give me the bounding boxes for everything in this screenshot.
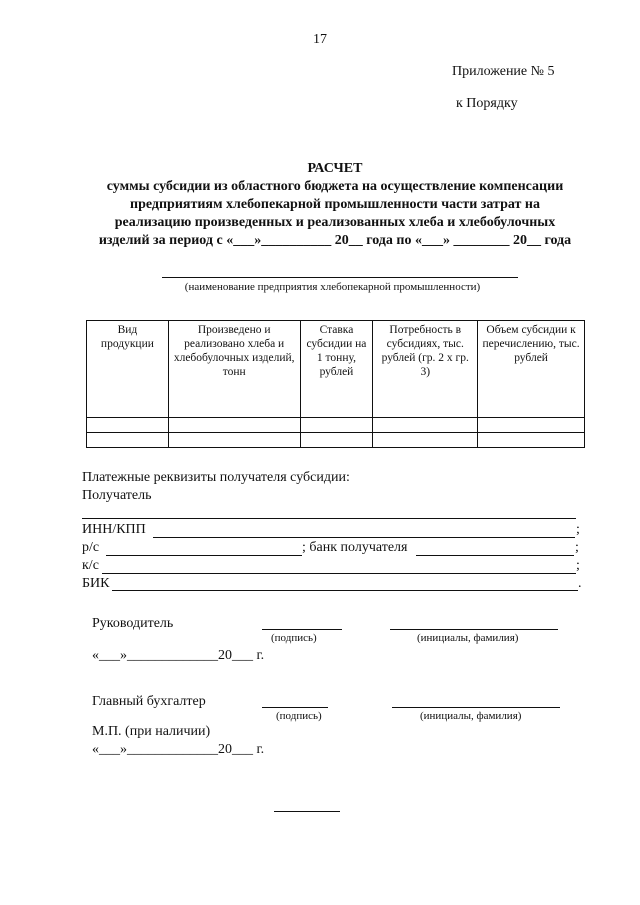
table-header-row: [87, 321, 585, 418]
table-cell[interactable]: [168, 418, 300, 433]
recipient-field[interactable]: [82, 518, 576, 519]
bank-semicolon: ;: [575, 540, 579, 555]
title-line-3: реализацию произведенных и реализованных хлеба и хлебобулочных: [114, 215, 556, 230]
recipient-label: Получатель: [82, 488, 152, 503]
payment-heading: Платежные реквизиты получателя субсидии:: [82, 470, 350, 485]
inn-kpp-field[interactable]: [153, 537, 575, 538]
header-amount: Объем субсидии к перечислению, тыс. рублей: [478, 321, 585, 418]
table-cell[interactable]: [478, 418, 585, 433]
bank-field[interactable]: [416, 555, 574, 556]
table-row[interactable]: [87, 433, 585, 448]
table-row[interactable]: [87, 418, 585, 433]
corr-account-field[interactable]: [102, 573, 576, 574]
table-cell[interactable]: [373, 418, 478, 433]
appendix-reference: к Порядку: [456, 96, 518, 111]
header-rate: Ставка субсидии на 1 тонну, рублей: [300, 321, 373, 418]
accountant-name-field[interactable]: [392, 707, 560, 708]
corr-account-semicolon: ;: [576, 558, 580, 573]
head-name-caption: (инициалы, фамилия): [417, 632, 519, 644]
table-cell[interactable]: [87, 433, 169, 448]
table-cell[interactable]: [87, 418, 169, 433]
title-line-4: изделий за период с «___»__________ 20__ года по «___» ________ 20__ года: [98, 233, 572, 248]
header-need: Потребность в субсидиях, тыс. рублей (гр. 2 х гр. 3): [373, 321, 478, 418]
title-line-1: суммы субсидии из областного бюджета на осуществление компенсации: [106, 179, 564, 194]
appendix-number: Приложение № 5: [452, 64, 555, 79]
bank-label: ; банк получателя: [302, 540, 408, 555]
head-label: Руководитель: [92, 616, 174, 631]
chief-accountant-label: Главный бухгалтер: [92, 694, 206, 709]
seal-label: М.П. (при наличии): [92, 724, 211, 739]
table-cell[interactable]: [168, 433, 300, 448]
page-number: 17: [313, 32, 327, 47]
accountant-name-caption: (инициалы, фамилия): [420, 710, 522, 722]
document-title: [70, 160, 600, 250]
header-product-type: Вид продукции: [87, 321, 169, 418]
corr-account-label: к/с: [82, 558, 99, 573]
inn-kpp-label: ИНН/КПП: [82, 522, 146, 537]
table-cell[interactable]: [300, 433, 373, 448]
accountant-date: «___»_____________20___ г.: [92, 742, 265, 757]
header-produced-tons: Произведено и реализовано хлеба и хлебобулочных изделий, тонн: [168, 321, 300, 418]
accountant-signature-caption: (подпись): [276, 710, 322, 722]
table-cell[interactable]: [300, 418, 373, 433]
account-field[interactable]: [106, 555, 302, 556]
table-cell[interactable]: [373, 433, 478, 448]
enterprise-caption: (наименование предприятия хлебопекарной промышленности): [184, 281, 481, 293]
account-label: р/с: [82, 540, 100, 555]
title-line-2: предприятиям хлебопекарной промышленности части затрат на: [130, 197, 540, 212]
head-name-field[interactable]: [390, 629, 558, 630]
accountant-signature-field[interactable]: [262, 707, 328, 708]
footer-divider: [274, 811, 340, 812]
bik-field[interactable]: [112, 590, 578, 591]
subsidy-table: [86, 320, 585, 448]
enterprise-name-line[interactable]: [162, 277, 518, 278]
bik-label: БИК: [82, 576, 110, 591]
inn-kpp-semicolon: ;: [576, 522, 580, 537]
bik-period: .: [578, 576, 582, 591]
table-cell[interactable]: [478, 433, 585, 448]
title-heading: РАСЧЕТ: [307, 161, 363, 176]
head-signature-field[interactable]: [262, 629, 342, 630]
head-date: «___»_____________20___ г.: [92, 648, 265, 663]
head-signature-caption: (подпись): [271, 632, 317, 644]
